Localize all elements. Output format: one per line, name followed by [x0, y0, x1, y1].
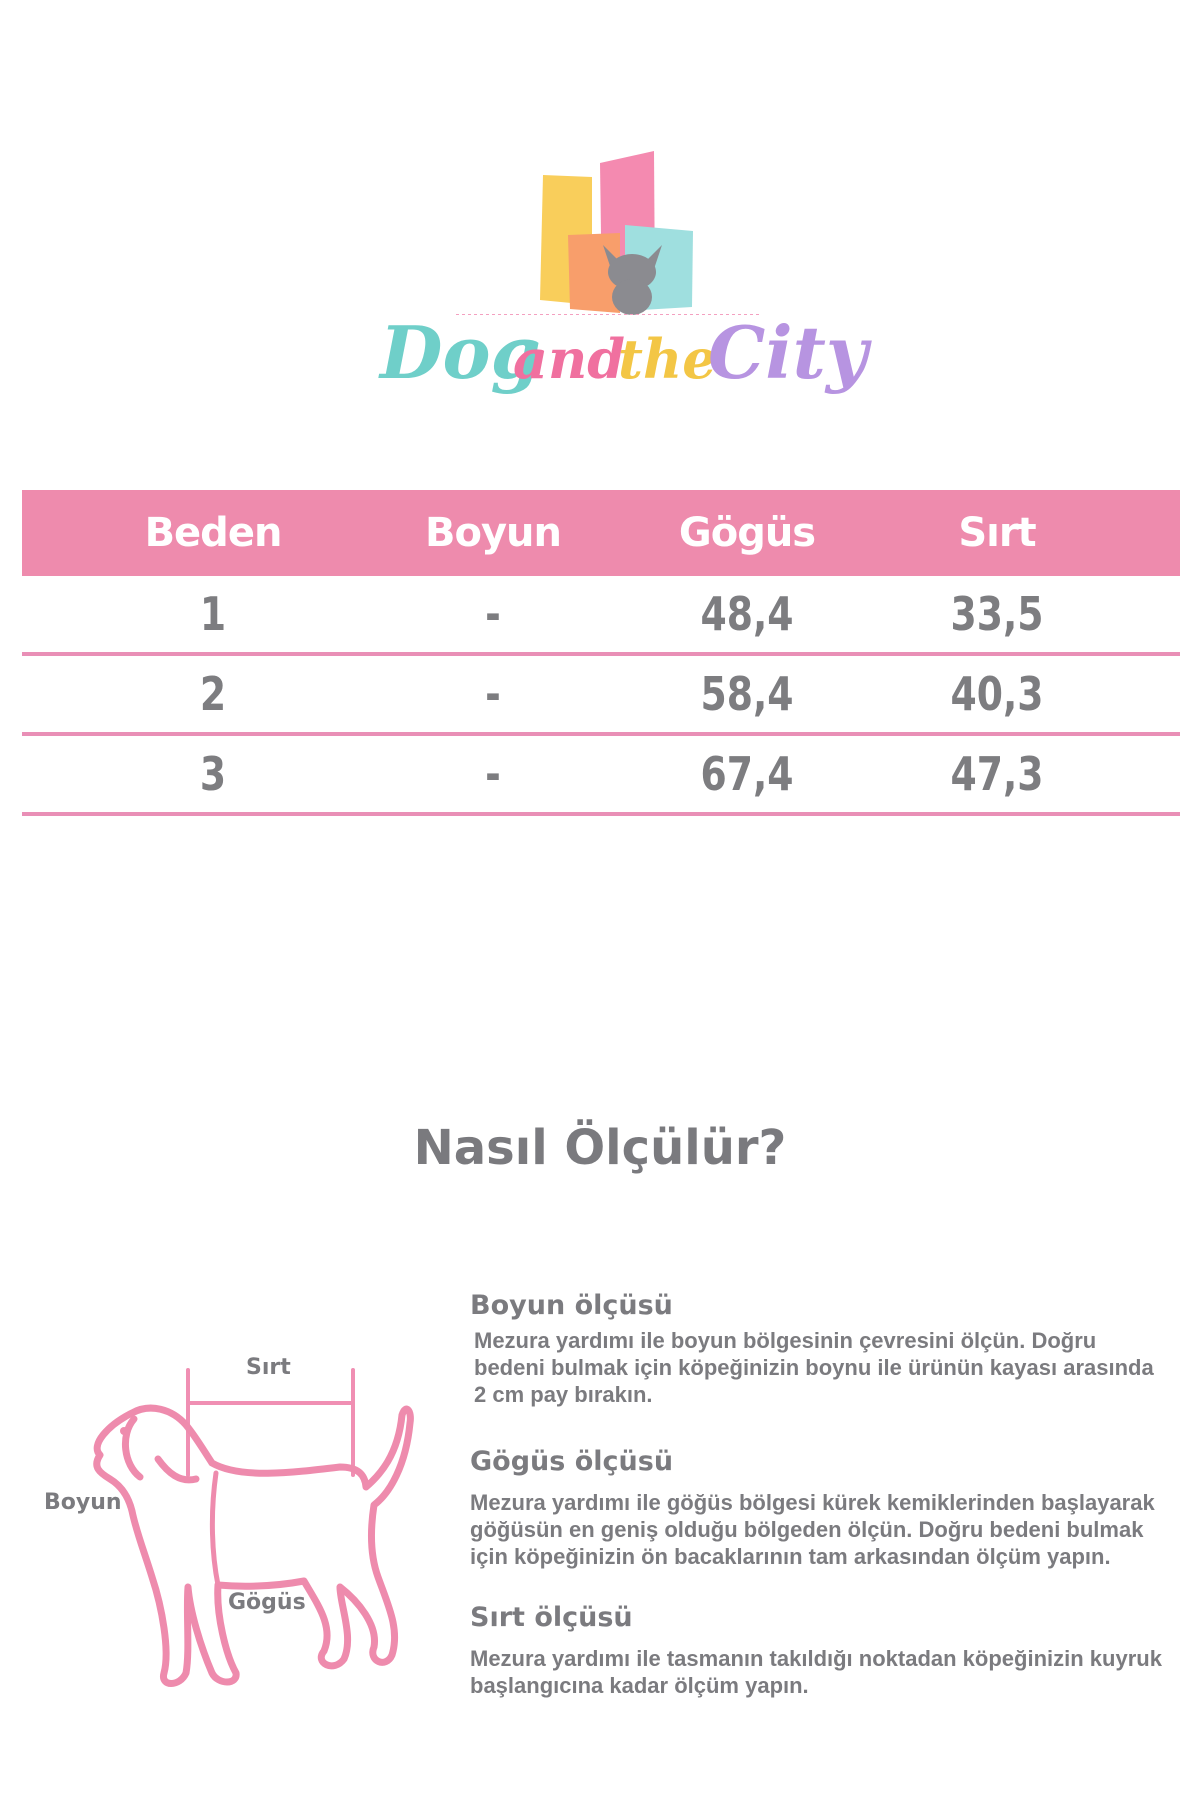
how-to-measure-title: Nasıl Ölçülür?	[413, 1120, 787, 1176]
body-line: bedeni bulmak için köpeğinizin boynu ile ürünün kayası arasında	[474, 1355, 1154, 1380]
section-body	[470, 1489, 1190, 1570]
table-header	[22, 490, 1180, 576]
section-title: Boyun ölçüsü	[470, 1290, 673, 1321]
table-cell: 47,3	[950, 747, 1044, 801]
size-table	[22, 490, 1180, 816]
table-cell: 3	[199, 747, 227, 801]
section-chest	[470, 1446, 1190, 1570]
table-cell: 67,4	[700, 747, 794, 801]
table-row	[22, 576, 1180, 656]
header-sirt: Sırt	[958, 510, 1036, 556]
diagram-label-neck: Boyun	[44, 1490, 122, 1515]
table-cell: -	[485, 747, 501, 801]
body-line: göğüsün en geniş olduğu bölgeden ölçün. Doğru bedeni bulmak	[470, 1517, 1144, 1542]
city-buildings-logo-icon	[370, 145, 840, 315]
table-cell: -	[485, 587, 501, 641]
section-neck	[470, 1290, 1194, 1408]
logo-word-city: City	[708, 310, 868, 395]
table-row	[22, 656, 1180, 736]
table-cell: 48,4	[700, 587, 794, 641]
body-line: 2 cm pay bırakın.	[474, 1382, 653, 1407]
section-body	[474, 1327, 1194, 1408]
diagram-label-chest: Gögüs	[228, 1590, 306, 1615]
logo-word-and: and	[513, 327, 626, 391]
table-cell: 2	[199, 667, 227, 721]
section-title: Sırt ölçüsü	[470, 1602, 633, 1633]
header-beden: Beden	[144, 510, 282, 556]
header-gogus: Gögüs	[678, 510, 816, 556]
table-cell: 33,5	[950, 587, 1044, 641]
logo-word-the: the	[618, 327, 717, 391]
table-cell: 1	[199, 587, 227, 641]
diagram-label-back: Sırt	[246, 1355, 291, 1380]
body-line: için köpeğinizin ön bacaklarının tam arkasından ölçüm yapın.	[470, 1544, 1111, 1569]
body-line: başlangıcına kadar ölçüm yapın.	[470, 1673, 809, 1698]
dog-measurement-diagram	[40, 1355, 440, 1705]
dog-outline-icon	[40, 1355, 440, 1705]
body-line: Mezura yardımı ile boyun bölgesinin çevresini ölçün. Doğru	[474, 1328, 1097, 1353]
header-boyun: Boyun	[425, 510, 561, 556]
brand-logo	[370, 145, 868, 405]
logo-word-dog: Dog	[380, 310, 541, 395]
table-cell: -	[485, 667, 501, 721]
body-line: Mezura yardımı ile göğüs bölgesi kürek kemiklerinden başlayarak	[470, 1490, 1155, 1515]
section-back	[470, 1602, 1190, 1699]
section-title: Gögüs ölçüsü	[470, 1446, 674, 1477]
table-cell: 58,4	[700, 667, 794, 721]
table-row	[22, 736, 1180, 816]
table-cell: 40,3	[950, 667, 1044, 721]
section-body	[470, 1645, 1190, 1699]
body-line: Mezura yardımı ile tasmanın takıldığı noktadan köpeğinizin kuyruk	[470, 1646, 1162, 1671]
